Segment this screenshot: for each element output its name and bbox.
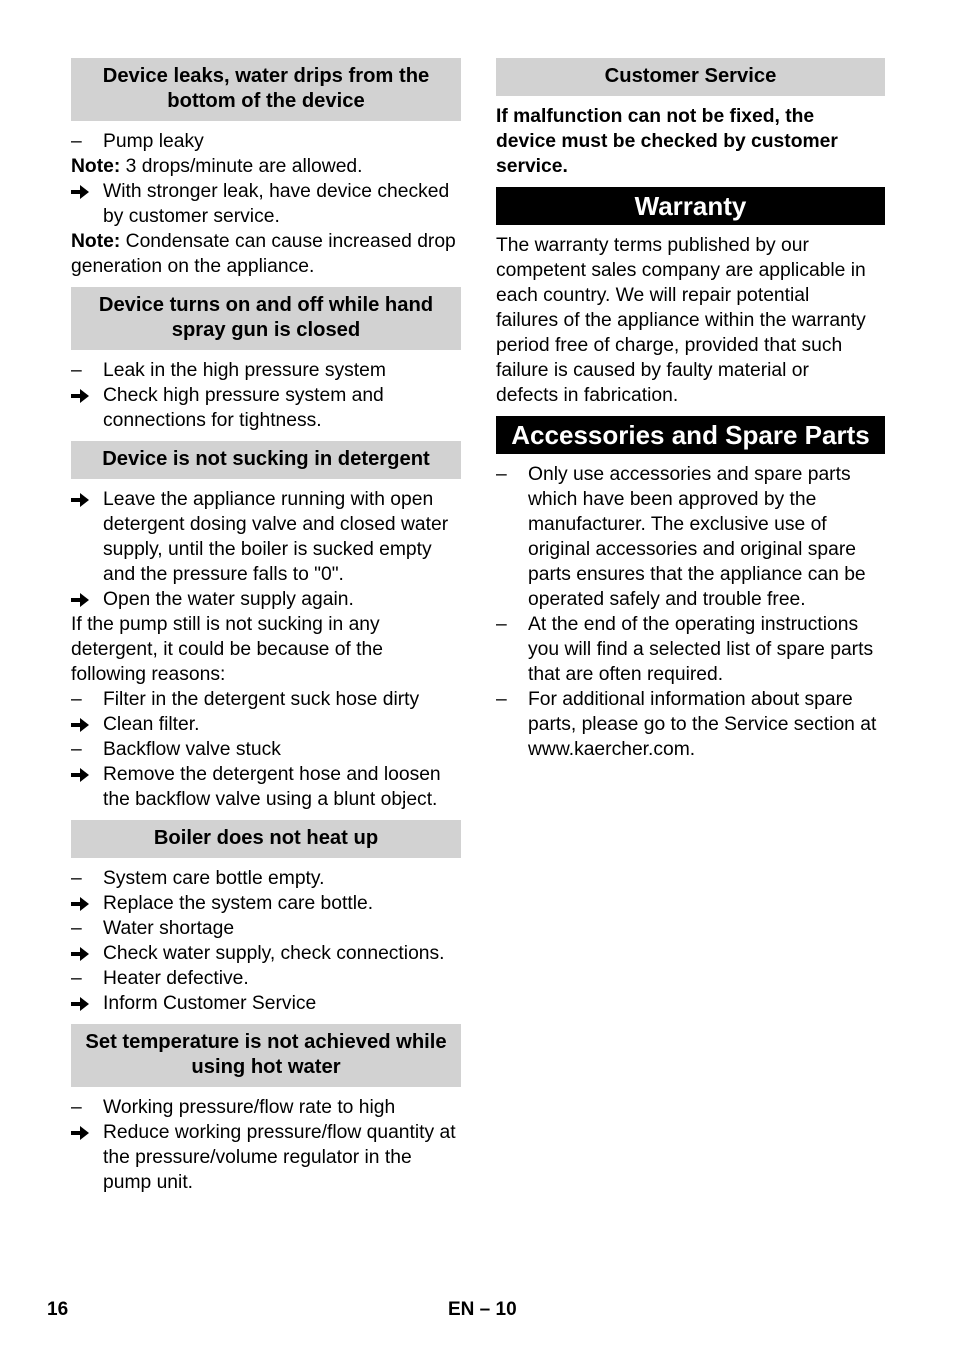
arrow-right-icon [71,593,89,607]
section-body-boiler [71,866,461,1016]
section-heading-turns-on-off: Device turns on and off while hand spray gun is closed [71,287,461,350]
item-text: For additional information about spare parts, please go to the Service section at www.kaercher.com. [528,689,877,760]
arrow-right-icon [71,897,89,911]
arrow-marker [71,587,103,612]
section-heading-detergent: Device is not sucking in detergent [71,441,461,479]
dash-marker: – [496,614,507,635]
arrow-right-icon [71,997,89,1011]
section-heading-temperature: Set temperature is not achieved while using hot water [71,1024,461,1087]
arrow-right-icon [71,185,89,199]
item-text: Check water supply, check connections. [103,943,445,964]
action-item [71,179,461,229]
paragraph: If the pump still is not sucking in any detergent, it could be because of the following reasons: [71,614,383,685]
item-text: Replace the system care bottle. [103,893,374,914]
warranty-text: The warranty terms published by our competent sales company are applicable in each country. We will repair potential failures of the appliance within the warranty period free of charge, provided that such failure is caused by faulty material or defects in fabrication. [496,235,866,406]
item-text: Pump leaky [103,131,204,152]
item-text: System care bottle empty. [103,868,325,889]
action-item [71,1120,461,1195]
note-label: Note: [71,231,121,252]
customer-service-text: If malfunction can not be fixed, the device must be checked by customer service. [496,106,838,177]
dash-marker: – [71,360,82,381]
section-heading-boiler: Boiler does not heat up [71,820,461,858]
action-item [71,712,461,737]
item-text: Leave the appliance running with open detergent dosing valve and closed water supply, until the boiler is sucked empty and the pressure falls to "0". [103,489,449,585]
list-item [71,966,461,991]
item-text: Heater defective. [103,968,249,989]
dash-marker: – [71,968,82,989]
arrow-right-icon [71,493,89,507]
action-item [71,587,461,612]
item-text: At the end of the operating instructions you will find a selected list of spare parts that are often required. [528,614,874,685]
note-text: Condensate can cause increased drop generation on the appliance. [71,231,456,277]
list-item [71,737,461,762]
list-item [71,129,461,154]
section-heading-customer-service: Customer Service [496,58,885,96]
right-column [496,58,885,762]
item-text: Open the water supply again. [103,589,354,610]
action-item [71,941,461,966]
section-page-label: EN – 10 [448,1299,517,1320]
list-item [71,358,461,383]
arrow-right-icon [71,1126,89,1140]
arrow-right-icon [71,718,89,732]
left-column [71,58,461,1195]
item-text: Remove the detergent hose and loosen the backflow valve using a blunt object. [103,764,441,810]
note [71,229,461,279]
section-heading-leaks: Device leaks, water drips from the bottom of the device [71,58,461,121]
section-heading-accessories: Accessories and Spare Parts [496,416,885,454]
section-body-turns-on-off [71,358,461,433]
item-text: Backflow valve stuck [103,739,281,760]
list-item [71,687,461,712]
arrow-marker [71,712,103,737]
action-item [71,487,461,587]
section-heading-warranty: Warranty [496,187,885,225]
item-text: Reduce working pressure/flow quantity at the pressure/volume regulator in the pump unit. [103,1122,456,1193]
item-text: Leak in the high pressure system [103,360,386,381]
item-text: Filter in the detergent suck hose dirty [103,689,420,710]
arrow-marker [71,383,103,433]
arrow-marker [71,941,103,966]
section-body-temperature [71,1095,461,1195]
arrow-right-icon [71,389,89,403]
dash-marker: – [71,918,82,939]
arrow-right-icon [71,947,89,961]
arrow-marker [71,891,103,916]
action-item [71,762,461,812]
section-body-leaks [71,129,461,279]
note-text: 3 drops/minute are allowed. [120,156,363,177]
list-item [71,866,461,891]
dash-marker: – [496,689,507,710]
page-number: 16 [47,1299,69,1320]
item-text: Clean filter. [103,714,200,735]
dash-marker: – [71,868,82,889]
dash-marker: – [496,464,507,485]
item-text: Working pressure/flow rate to high [103,1097,396,1118]
list-item [71,1095,461,1120]
list-item [496,687,885,762]
section-body-detergent [71,487,461,812]
dash-marker: – [71,689,82,710]
arrow-marker [71,991,103,1016]
item-text: Check high pressure system and connections for tightness. [103,385,384,431]
item-text: Water shortage [103,918,235,939]
action-item [71,891,461,916]
list-item [496,462,885,612]
dash-marker: – [71,131,82,152]
item-text: Inform Customer Service [103,993,317,1014]
arrow-marker [71,762,103,812]
dash-marker: – [71,1097,82,1118]
item-text: Only use accessories and spare parts which have been approved by the manufacturer. The exclusive use of original accessories and original spare parts ensures that the appliance can be operated safely and trouble free. [528,464,866,610]
section-body-accessories [496,462,885,762]
arrow-marker [71,487,103,587]
arrow-marker [71,179,103,229]
action-item [71,383,461,433]
note-label: Note: [71,156,121,177]
action-item [71,991,461,1016]
arrow-right-icon [71,768,89,782]
list-item [496,612,885,687]
dash-marker: – [71,739,82,760]
arrow-marker [71,1120,103,1195]
list-item [71,916,461,941]
note [71,154,461,179]
item-text: With stronger leak, have device checked by customer service. [103,181,450,227]
